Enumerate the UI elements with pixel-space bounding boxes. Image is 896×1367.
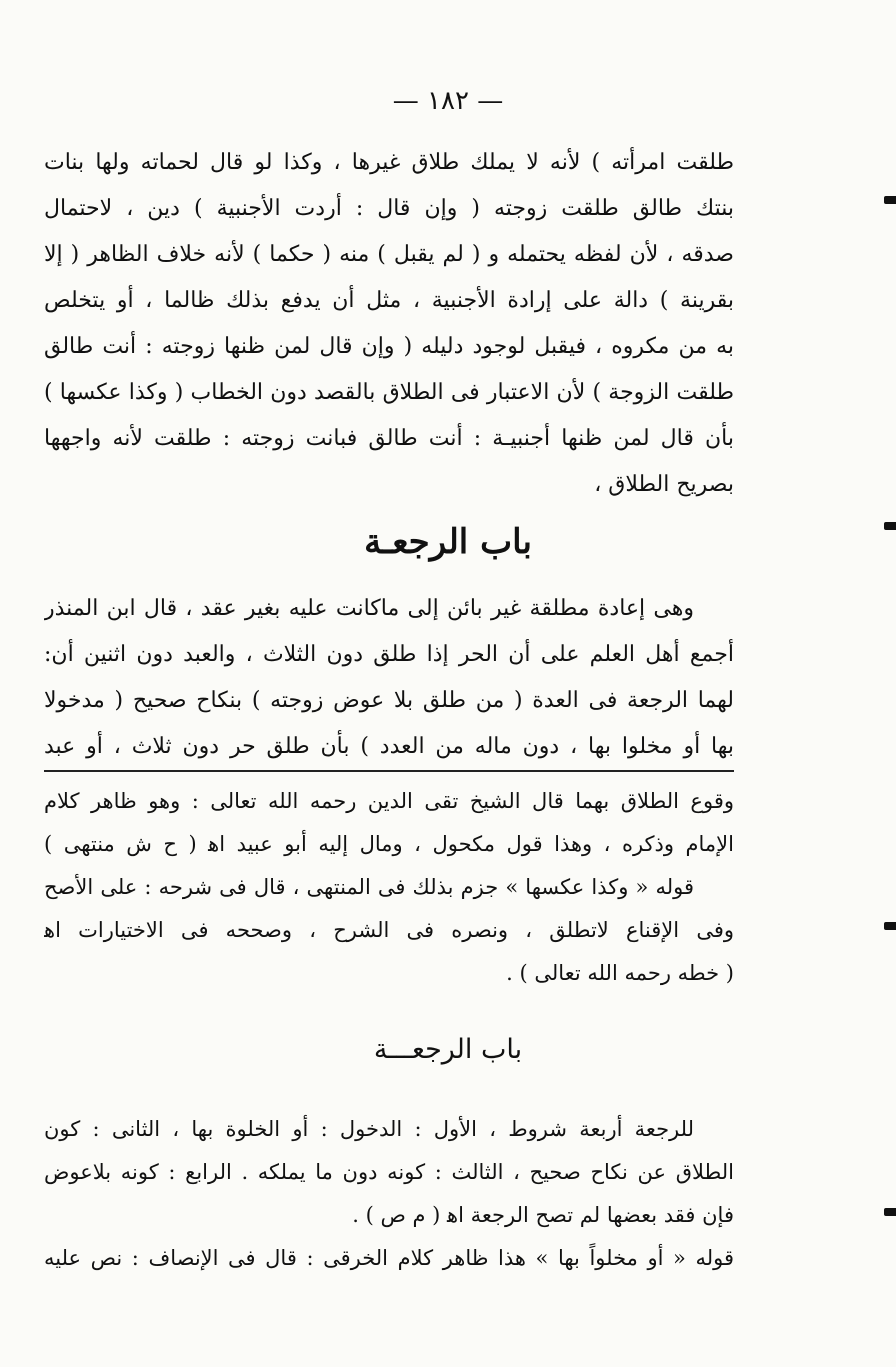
chapter-heading: باب الرجعـة	[364, 522, 532, 562]
margin-mark	[884, 1208, 896, 1216]
footnote-heading: باب الرجعـــة	[373, 1034, 523, 1065]
footnote-paragraph-2	[44, 1108, 734, 1280]
body-paragraph-2	[44, 586, 734, 770]
text-line: وفى الإقناع لاتطلق ، ونصره فى الشرح ، وصححه فى الاختيارات اﻫ	[44, 918, 734, 942]
footnote-divider	[44, 770, 734, 772]
text-line: بصريح الطلاق ،	[594, 472, 734, 497]
text-line: به من مكروه ، فيقبل لوجود دليله ( وإن قال لمن ظنها زوجته : أنت طالق	[44, 334, 734, 359]
footnote-paragraph-1	[44, 780, 734, 995]
text-line: بها أو مخلوا بها ، دون ماله من العدد ) بأن طلق حر دون ثلاث ، أو عبد	[44, 734, 734, 759]
text-line: الطلاق عن نكاح صحيح ، الثالث : كونه دون ما يملكه . الرابع : كونه بلاعوض	[44, 1160, 734, 1184]
text-line: للرجعة أربعة شروط ، الأول : الدخول : أو الخلوة بها ، الثانى : كون	[44, 1117, 694, 1141]
margin-mark	[884, 522, 896, 530]
text-line: بقرينة ) دالة على إرادة الأجنبية ، مثل أن يدفع بذلك ظالما ، أو يتخلص	[44, 288, 734, 313]
text-line: بأن قال لمن ظنها أجنبيـة : أنت طالق فبانت زوجته : طلقت لأنه واجهها	[44, 426, 734, 451]
text-line: بنتك طالق طلقت زوجته ( وإن قال : أردت الأجنبية ) دين ، لاحتمال	[44, 196, 734, 221]
text-line: قوله « وكذا عكسها » جزم بذلك فى المنتهى ، قال فى شرحه : على الأصح	[44, 875, 694, 899]
text-line: وقوع الطلاق بهما قال الشيخ تقى الدين رحمه الله تعالى : وهو ظاهر كلام	[44, 789, 734, 813]
page-number: — ١٨٢ —	[392, 86, 504, 116]
text-line: الإمام وذكره ، وهذا قول مكحول ، ومال إليه أبو عبيد اﻫ ( ح ش منتهى )	[44, 832, 734, 856]
margin-mark	[884, 922, 896, 930]
text-line: طلقت امرأته ) لأنه لا يملك طلاق غيرها ، وكذا لو قال لحماته ولها بنات	[44, 150, 734, 175]
text-line: طلقت الزوجة ) لأن الاعتبار فى الطلاق بالقصد دون الخطاب ( وكذا عكسها )	[44, 380, 734, 405]
text-line: فإن فقد بعضها لم تصح الرجعة اﻫ ( م ص ) .	[352, 1203, 734, 1227]
text-line: ( خطه رحمه الله تعالى ) .	[506, 961, 734, 985]
margin-mark	[884, 196, 896, 204]
text-line: لهما الرجعة فى العدة ( من طلق بلا عوض زوجته ) بنكاح صحيح ( مدخولا	[44, 688, 734, 713]
text-line: صدقه ، لأن لفظه يحتمله و ( لم يقبل ) منه ( حكما ) لأنه خلاف الظاهر ( إلا	[44, 242, 734, 267]
body-paragraph-1	[44, 140, 734, 508]
text-line: قوله « أو مخلواً بها » هذا ظاهر كلام الخرقى : قال فى الإنصاف : نص عليه	[44, 1246, 734, 1270]
text-line: أجمع أهل العلم على أن الحر إذا طلق دون الثلاث ، والعبد دون اثنين أن:	[44, 642, 734, 667]
text-line: وهى إعادة مطلقة غير بائن إلى ماكانت عليه بغير عقد ، قال ابن المنذر	[44, 596, 694, 621]
